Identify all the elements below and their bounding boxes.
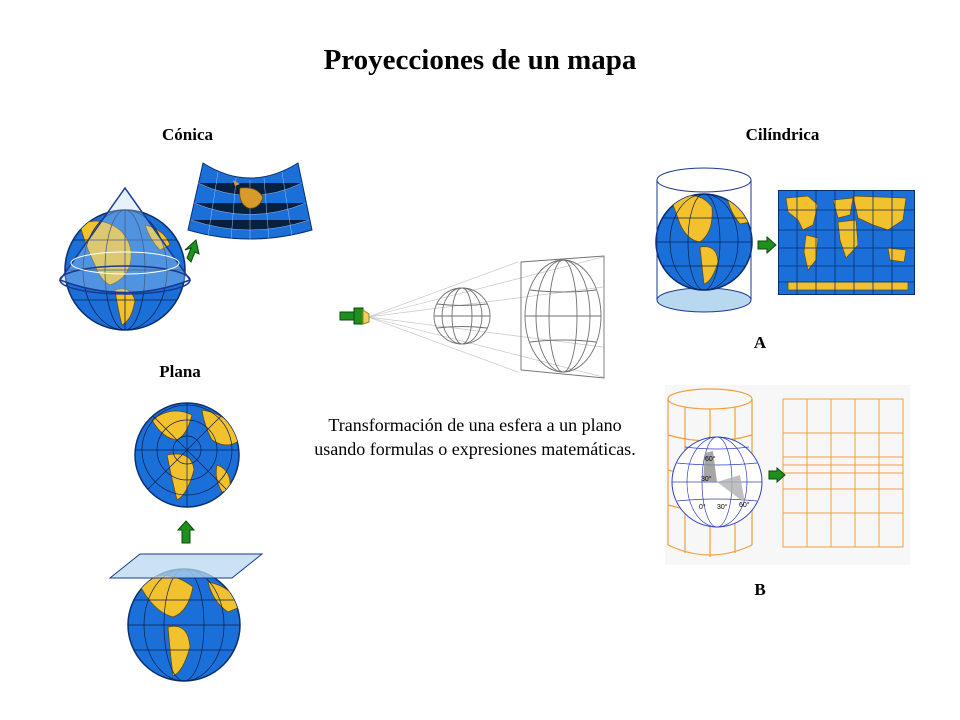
- light-source-icon: [340, 308, 369, 324]
- label-plana: Plana: [159, 362, 201, 381]
- grid-arrow-icon: [768, 468, 786, 482]
- cylinder-grid-illustration: [665, 385, 910, 565]
- label-b: B: [754, 580, 766, 599]
- cylinder-arrow-icon: [757, 237, 777, 253]
- label-conica: Cónica: [162, 125, 213, 144]
- label-a: A: [753, 333, 767, 352]
- label-lon-0: 0°: [699, 504, 706, 511]
- page-title: Proyecciones de un mapa: [323, 44, 637, 76]
- description-text: Transformación de una esfera a un plano usando formulas o expresiones matemáticas.: [314, 415, 636, 459]
- label-lat-30: 30°: [701, 476, 712, 483]
- planar-globe-illustration: [132, 400, 242, 510]
- planar-projection-illustration: [108, 552, 264, 682]
- conic-map-illustration: [188, 158, 313, 238]
- projection-diagram: [338, 252, 610, 382]
- label-lon-30: 30°: [717, 504, 728, 511]
- label-lon-60: 60°: [739, 502, 750, 509]
- cylinder-map-illustration: [778, 190, 915, 295]
- label-cilindrica: Cilíndrica: [745, 125, 820, 144]
- conic-arrow-icon: [183, 238, 209, 264]
- cylinder-globe-illustration: [652, 162, 757, 322]
- planar-arrow-icon: [177, 520, 195, 544]
- label-lat-60: 60°: [705, 456, 716, 463]
